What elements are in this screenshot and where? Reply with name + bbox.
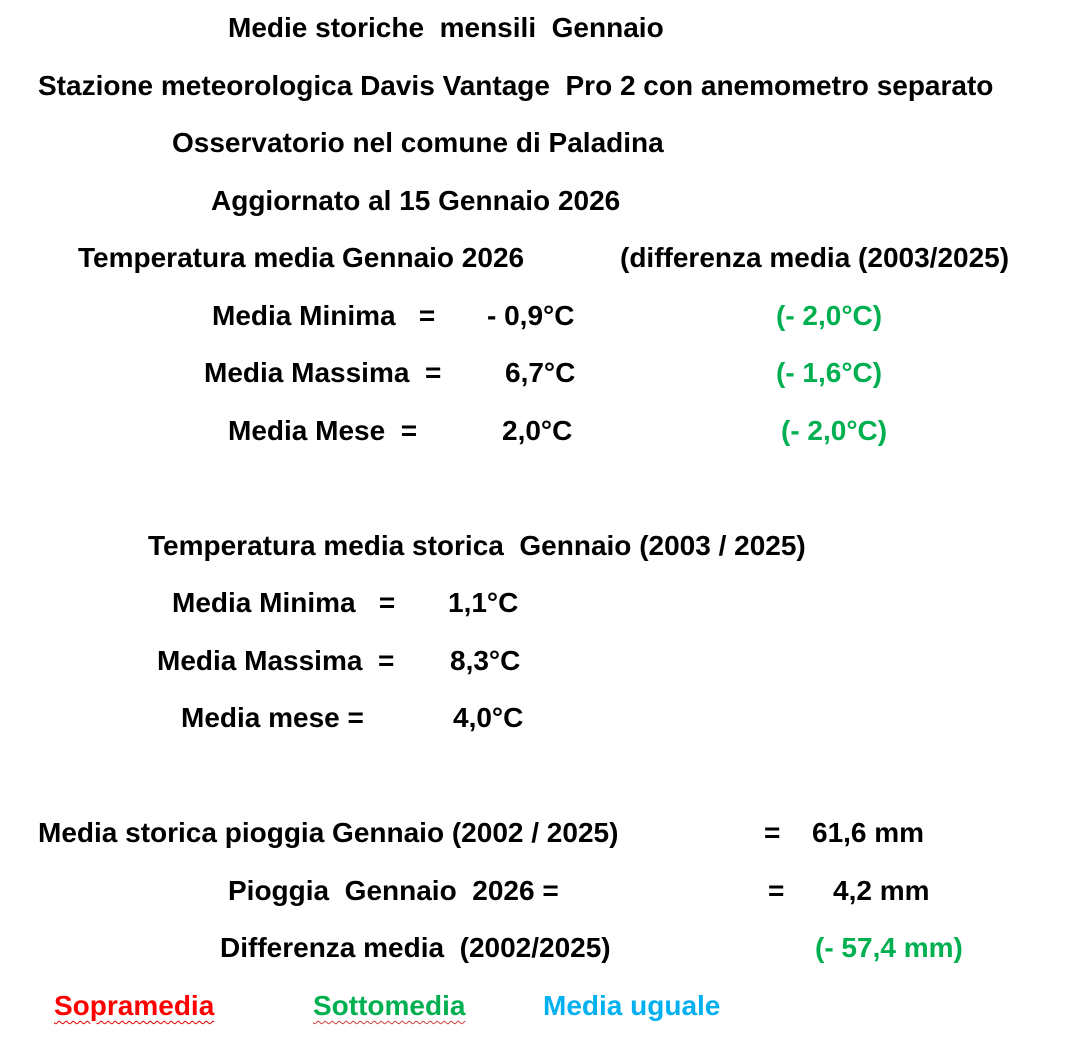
- legend-equal: Media uguale: [543, 990, 721, 1021]
- diff-heading: (differenza media (2003/2025): [620, 242, 1010, 273]
- historic-max-value: 8,3°C: [450, 645, 521, 676]
- current-min-value: - 0,9°C: [487, 300, 575, 331]
- current-min-diff: (- 2,0°C): [776, 300, 883, 331]
- updated-line: Aggiornato al 15 Gennaio 2026: [211, 185, 621, 216]
- historic-min-value: 1,1°C: [448, 587, 519, 618]
- current-month-label: Media Mese =: [228, 415, 418, 446]
- historic-month-value: 4,0°C: [453, 702, 524, 733]
- station-line: Stazione meteorologica Davis Vantage Pro 2 con anemometro separato: [38, 70, 994, 101]
- observatory-line: Osservatorio nel comune di Paladina: [172, 127, 664, 158]
- current-max-value: 6,7°C: [505, 357, 576, 388]
- current-month-value: 2,0°C: [502, 415, 573, 446]
- current-heading: Temperatura media Gennaio 2026: [78, 242, 525, 273]
- rain-historic-label: Media storica pioggia Gennaio (2002 / 2025): [38, 817, 619, 848]
- rain-historic-eq: =: [764, 817, 781, 848]
- current-max-label: Media Massima =: [204, 357, 442, 388]
- historic-heading: Temperatura media storica Gennaio (2003 / 2025): [148, 530, 806, 561]
- rain-diff-label: Differenza media (2002/2025): [220, 932, 611, 963]
- current-max-diff: (- 1,6°C): [776, 357, 883, 388]
- rain-current-label: Pioggia Gennaio 2026 =: [228, 875, 559, 906]
- page-title: [228, 11, 664, 45]
- historic-max-label: Media Massima =: [157, 645, 395, 676]
- historic-month-label: Media mese =: [181, 702, 364, 733]
- current-min-label: Media Minima =: [212, 300, 436, 331]
- legend-below: Sottomedia: [313, 990, 466, 1021]
- legend-above: Sopramedia: [54, 990, 215, 1021]
- rain-current-eq: =: [768, 875, 785, 906]
- rain-historic-value: 61,6 mm: [812, 817, 925, 848]
- historic-min-label: Media Minima =: [172, 587, 396, 618]
- page-title-text: Medie storiche mensili Gennaio: [228, 12, 664, 43]
- rain-diff-value: (- 57,4 mm): [815, 932, 963, 963]
- rain-current-value: 4,2 mm: [833, 875, 930, 906]
- current-month-diff: (- 2,0°C): [781, 415, 888, 446]
